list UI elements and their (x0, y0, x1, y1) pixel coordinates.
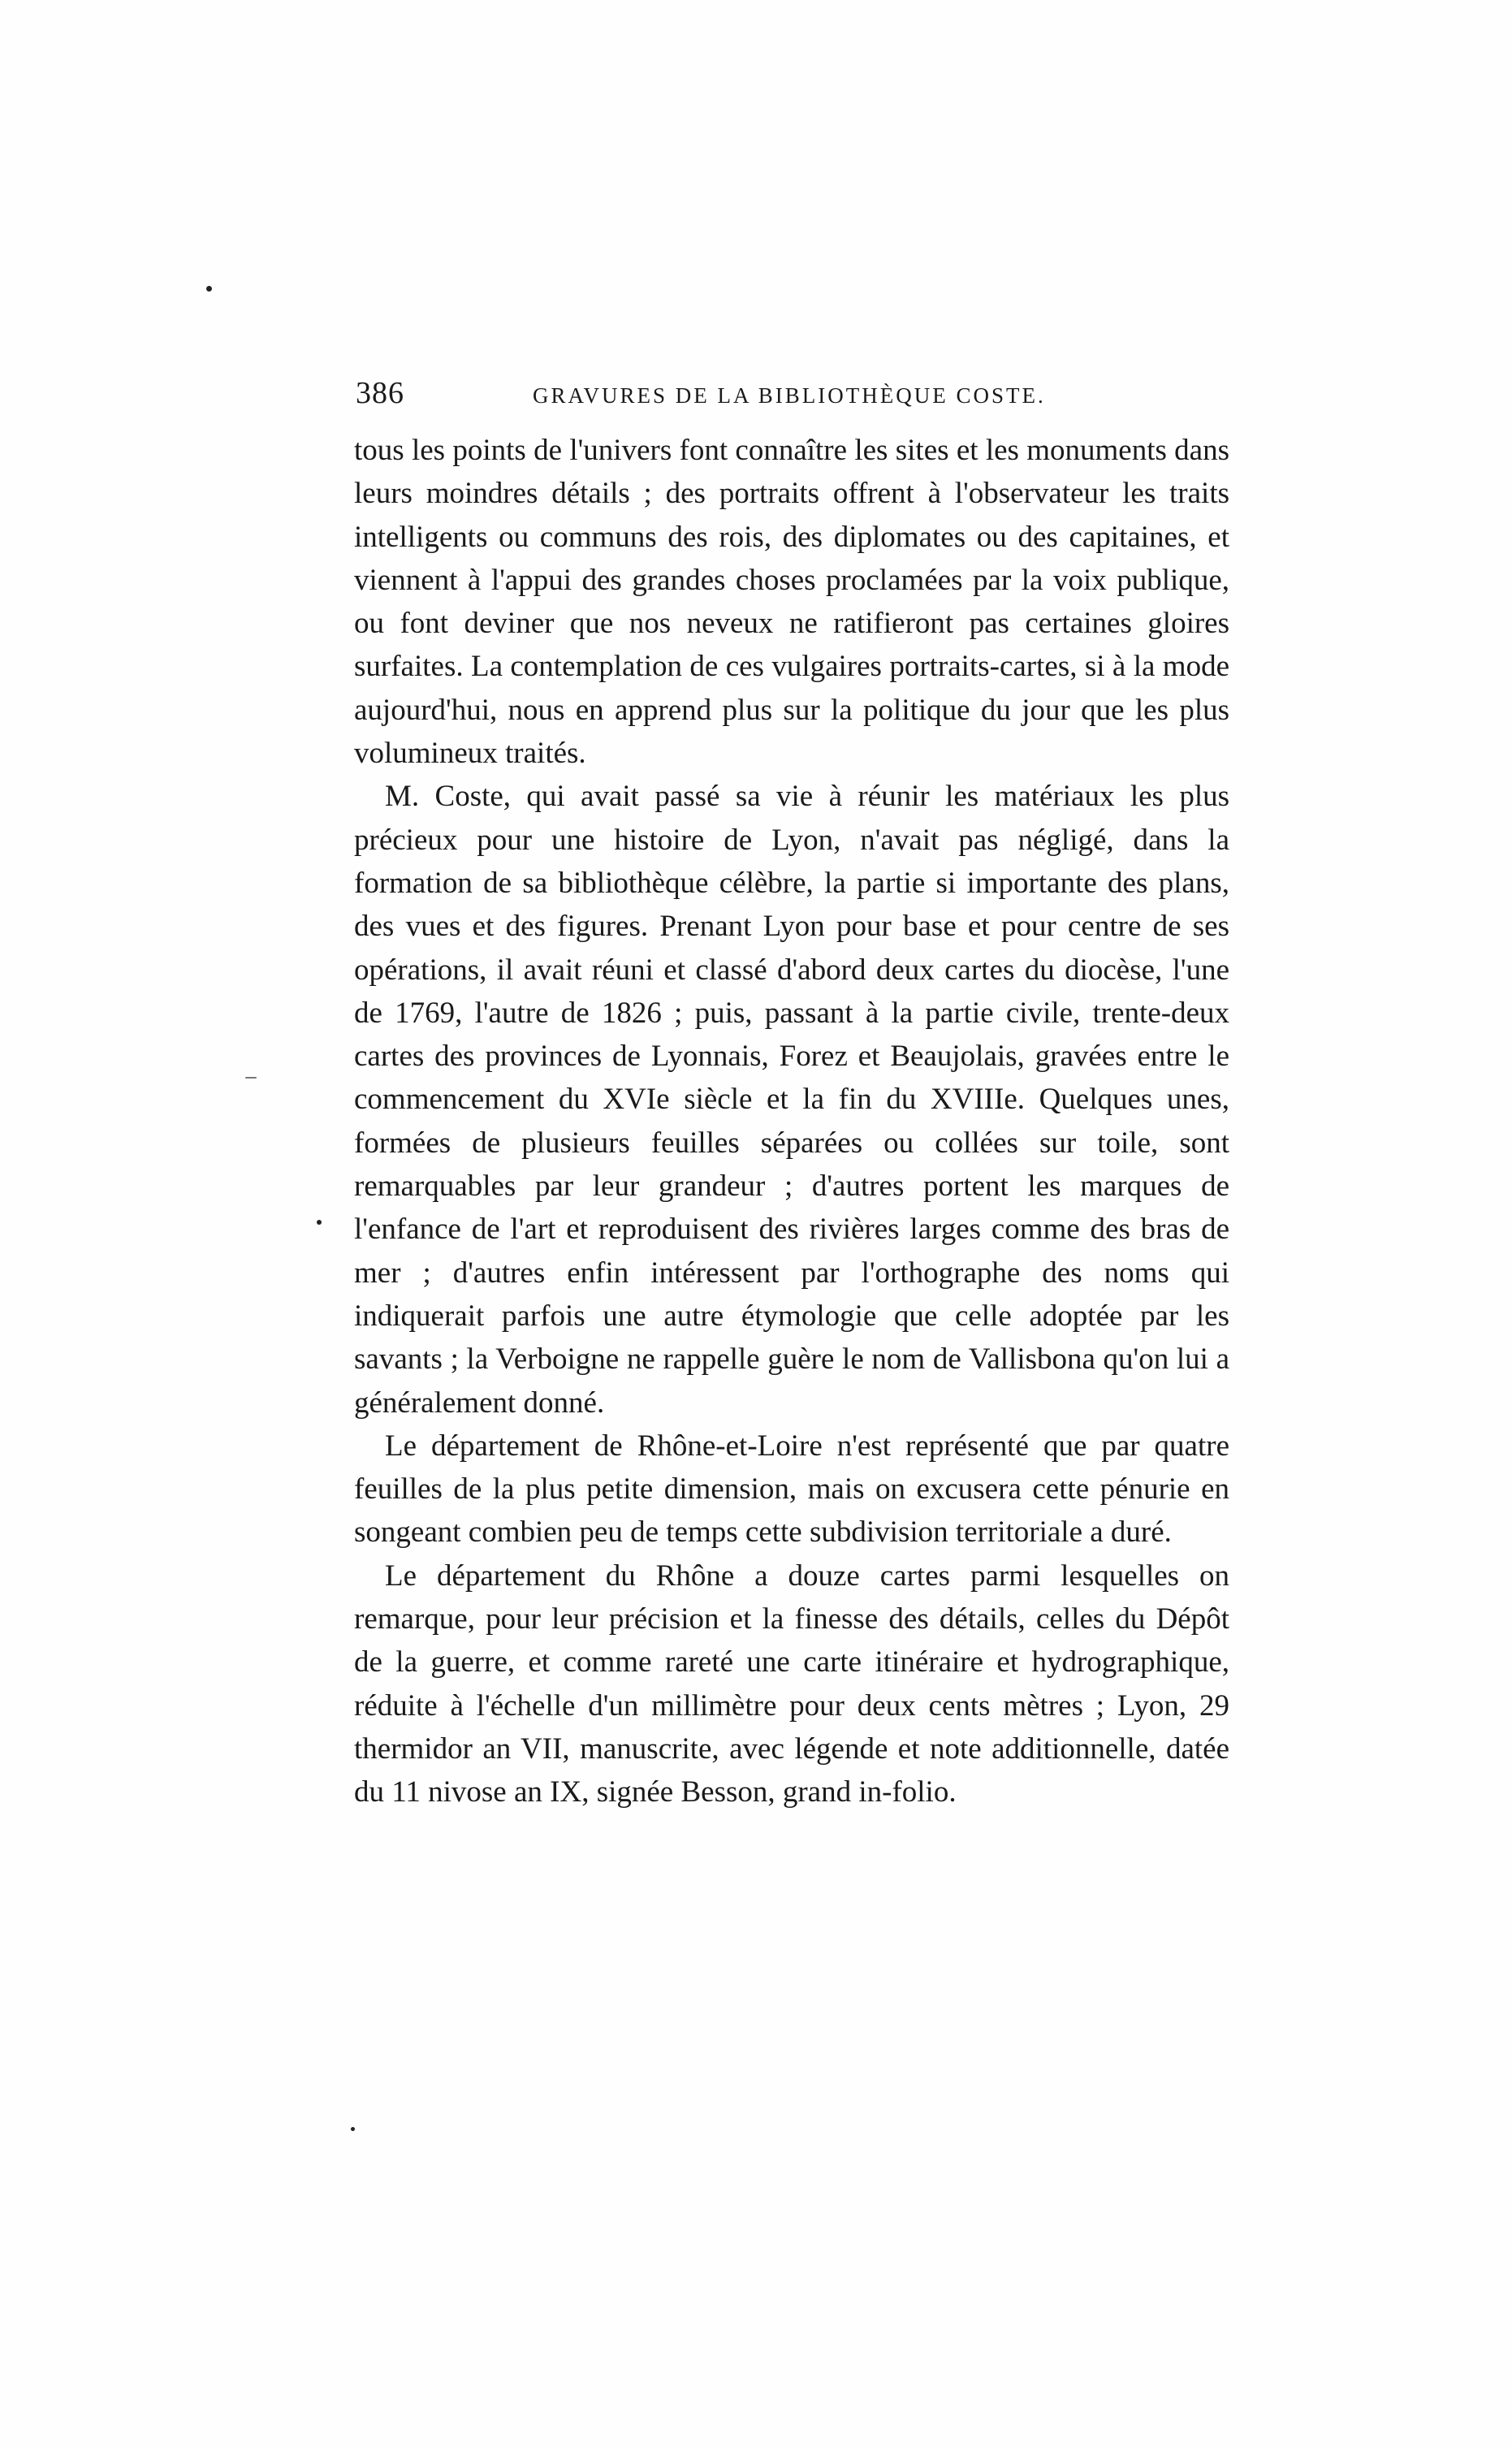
page-header (356, 375, 1226, 424)
ink-speck (317, 1220, 322, 1225)
ink-speck (351, 2127, 355, 2131)
running-title: GRAVURES DE LA BIBLIOTHÈQUE COSTE. (533, 383, 1046, 408)
paragraph: tous les points de l'univers font connaître les sites et les monuments dans leurs moindres détails ; des portraits offrent à l'observateur les traits intelligents ou communs des rois, des diplomates ou des capitaines, et viennent à l'appui des grandes choses proclamées par la voix publique, ou font deviner que nos neveux ne ratifieront pas certaines gloires surfaites. La contemplation de ces vulgaires portraits-cartes, si à la mode aujourd'hui, nous en apprend plus sur la politique du jour que les plus volumineux traités. (354, 434, 1229, 771)
paragraph: Le département du Rhône a douze cartes parmi lesquelles on remarque, pour leur précision et la finesse des détails, celles du Dépôt de la guerre, et comme rareté une carte itinéraire et hydrographique, réduite à l'échelle d'un millimètre pour deux cents mètres ; Lyon, 29 thermidor an VII, manuscrite, avec légende et note additionnelle, datée du 11 nivose an IX, signée Besson, grand in-folio. (354, 1559, 1229, 1809)
body-text (354, 429, 1229, 1814)
ink-speck (206, 286, 212, 292)
paragraph: M. Coste, qui avait passé sa vie à réunir les matériaux les plus précieux pour une histoire de Lyon, n'avait pas négligé, dans la formation de sa bibliothèque célèbre, la partie si importante des plans, des vues et des figures. Prenant Lyon pour base et pour centre de ses opérations, il avait réuni et classé d'abord deux cartes du diocèse, l'une de 1769, l'autre de 1826 ; puis, passant à la partie civile, trente-deux cartes des provinces de Lyonnais, Forez et Beaujolais, gravées entre le commencement du XVIe siècle et la fin du XVIIIe. Quelques unes, formées de plusieurs feuilles séparées ou collées sur toile, sont remarquables par leur grandeur ; d'autres portent les marques de l'enfance de l'art et reproduisent des rivières larges comme des bras de mer ; d'autres enfin intéressent par l'orthographe des noms qui indiquerait parfois une autre étymologie que celle adoptée par les savants ; la Verboigne ne rappelle guère le nom de Vallisbona qu'on lui a généralement donné. (354, 780, 1229, 1420)
page-number: 386 (356, 376, 404, 410)
paragraph: Le département de Rhône-et-Loire n'est représenté que par quatre feuilles de la plus petite dimension, mais on excusera cette pénurie en songeant combien peu de temps cette subdivision territoriale a duré. (354, 1429, 1229, 1550)
ink-speck (245, 1077, 257, 1079)
